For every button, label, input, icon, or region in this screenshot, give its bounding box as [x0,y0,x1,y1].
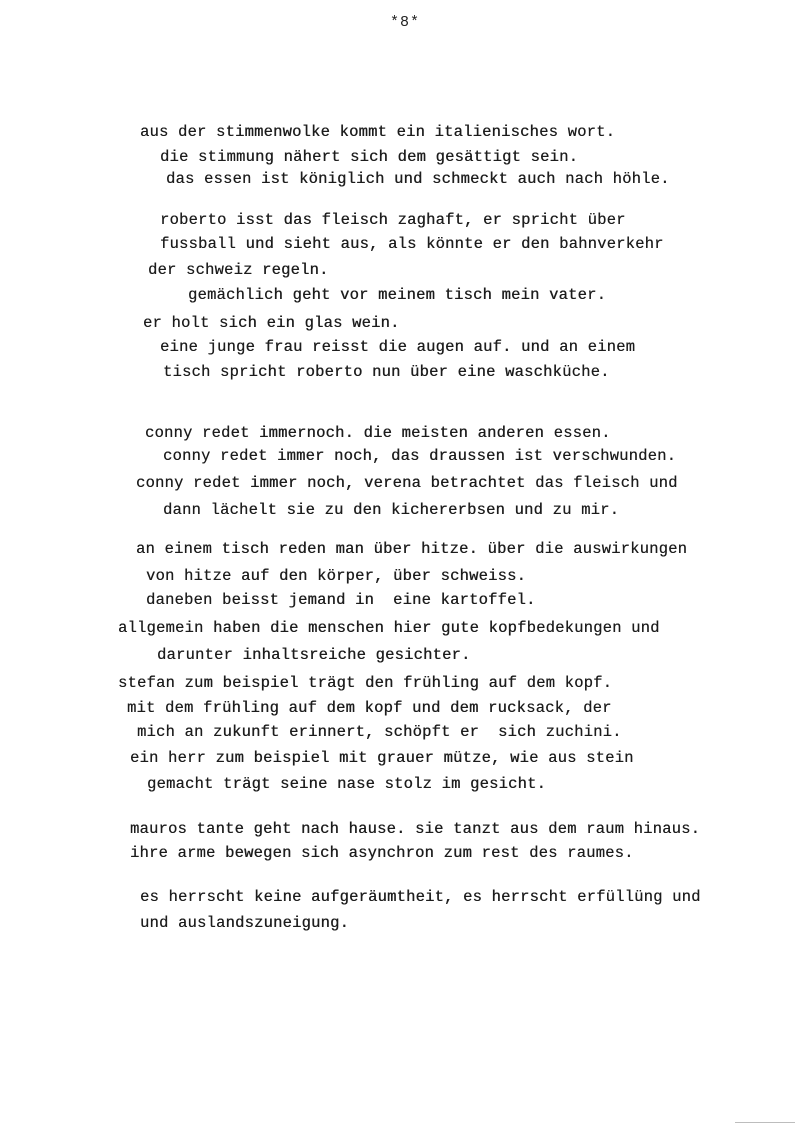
poem-line: fussball und sieht aus, als könnte er den bahnverkehr [160,235,664,253]
poem-line: conny redet immer noch, das draussen ist verschwunden. [163,447,677,465]
poem-line: er holt sich ein glas wein. [143,314,400,332]
poem-line: conny redet immer noch, verena betrachtet das fleisch und [136,474,678,492]
page-number: *8* [390,14,421,31]
scan-artifact [735,1122,795,1123]
poem-line: daneben beisst jemand in eine kartoffel. [146,591,536,609]
poem-line: mit dem frühling auf dem kopf und dem rucksack, der [127,699,612,717]
poem-line: von hitze auf den körper, über schweiss. [146,567,527,585]
poem-line: mauros tante geht nach hause. sie tanzt aus dem raum hinaus. [130,820,701,838]
poem-line: mich an zukunft erinnert, schöpft er sich zuchini. [137,723,622,741]
poem-line: eine junge frau reisst die augen auf. und an einem [160,338,636,356]
poem-line: es herrscht keine aufgeräumtheit, es herrscht erfüllüng und [140,888,701,906]
poem-line: stefan zum beispiel trägt den frühling auf dem kopf. [118,674,613,692]
poem-line: die stimmung nähert sich dem gesättigt sein. [160,148,579,166]
poem-line: der schweiz regeln. [148,261,329,279]
poem-line: conny redet immernoch. die meisten anderen essen. [145,424,611,442]
poem-line: das essen ist königlich und schmeckt auch nach höhle. [166,170,670,188]
poem-line: gemacht trägt seine nase stolz im gesicht. [147,775,547,793]
poem-line: gemächlich geht vor meinem tisch mein vater. [188,286,607,304]
poem-line: ihre arme bewegen sich asynchron zum rest des raumes. [130,844,634,862]
poem-line: ein herr zum beispiel mit grauer mütze, wie aus stein [130,749,634,767]
poem-line: roberto isst das fleisch zaghaft, er spricht über [160,211,626,229]
poem-line: und auslandszuneigung. [140,914,350,932]
poem-line: allgemein haben die menschen hier gute kopfbedekungen und [118,619,660,637]
poem-line: tisch spricht roberto nun über eine waschküche. [163,363,610,381]
poem-line: an einem tisch reden man über hitze. über die auswirkungen [136,540,688,558]
poem-line: aus der stimmenwolke kommt ein italienisches wort. [140,123,616,141]
poem-line: darunter inhaltsreiche gesichter. [157,646,471,664]
poem-line: dann lächelt sie zu den kichererbsen und zu mir. [163,501,620,519]
